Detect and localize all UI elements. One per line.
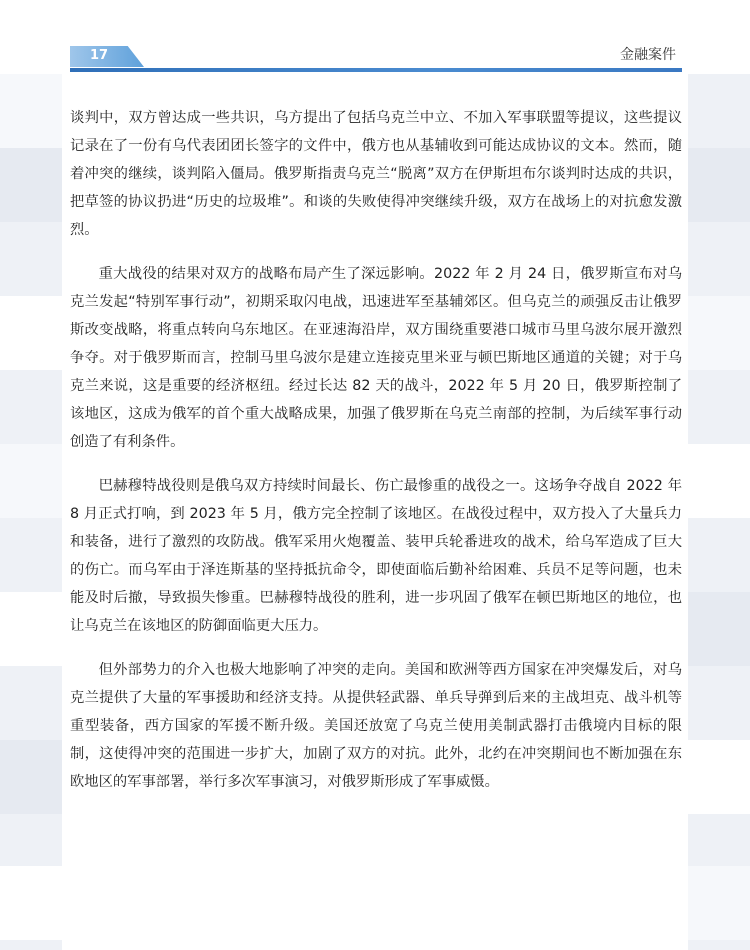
background-tile: [0, 866, 62, 940]
paragraph: 但外部势力的介入也极大地影响了冲突的走向。美国和欧洲等西方国家在冲突爆发后，对乌克兰提供了大量的军事援助和经济支持。从提供轻武器、单兵导弹到后来的主战坦克、战斗机等重型装备，西方国家的军援不断升级。美国还放宽了乌克兰使用美制武器打击俄境内目标的限制，这使得冲突的范围进一步扩大，加剧了双方的对抗。此外，北约在冲突期间也不断加强在东欧地区的军事部署，举行多次军事演习，对俄罗斯形成了军事威慑。: [70, 662, 682, 790]
page-number: 17: [89, 48, 109, 63]
paragraph: 谈判中，双方曾达成一些共识，乌方提出了包括乌克兰中立、不加入军事联盟等提议，这些提议记录在了一份有乌代表团团长签字的文件中，俄方也从基辅收到可能达成协议的文本。然而，随着冲突的继续，谈判陷入僵局。俄罗斯指责乌克兰“脱离”双方在伊斯坦布尔谈判时达成的共识，把草签的协议扔进“历史的垃圾堆”。和谈的失败使得冲突继续升级，双方在战场上的对抗愈发激烈。: [70, 110, 682, 238]
background-tile: [688, 296, 750, 370]
document-page: [62, 0, 688, 950]
background-tile: [0, 148, 62, 222]
paragraph: 重大战役的结果对双方的战略布局产生了深远影响。2022 年 2 月 24 日，俄罗斯宣布对乌克兰发起“特别军事行动”，初期采取闪电战，迅速进军至基辅郊区。但乌克兰的顽强反击让俄罗斯改变战略，将重点转向乌东地区。在亚速海沿岸，双方围绕重要港口城市马里乌波尔展开激烈争夺。对于俄罗斯而言，控制马里乌波尔是建立连接克里米亚与顿巴斯地区通道的关键；对于乌克兰来说，这是重要的经济枢纽。经过长达 82 天的战斗，2022 年 5 月 20 日，俄罗斯控制了该地区，这成为俄军的首个重大战略成果，加强了俄罗斯在乌克兰南部的控制，为后续军事行动创造了有利条件。: [70, 266, 682, 450]
page-header: [70, 45, 682, 73]
background-tile: [688, 866, 750, 940]
paragraph: 巴赫穆特战役则是俄乌双方持续时间最长、伤亡最惨重的战役之一。这场争夺战自 2022 年 8 月正式打响，到 2023 年 5 月，俄方完全控制了该地区。在战役过程中，双方投入了大量兵力和装备，进行了激烈的攻防战。俄军采用火炮覆盖、装甲兵轮番进攻的战术，给乌军造成了巨大的伤亡。而乌军由于泽连斯基的坚持抵抗命令，即使面临后勤补给困难、兵员不足等问题，也未能及时后撤，导致损失惨重。巴赫穆特战役的胜利，进一步巩固了俄军在顿巴斯地区的地位，也让乌克兰在该地区的防御面临更大压力。: [70, 478, 682, 634]
background-tile: [688, 444, 750, 518]
background-tile: [688, 148, 750, 222]
background-tile: [0, 740, 62, 814]
background-tile: [0, 444, 62, 518]
background-tile: [688, 740, 750, 814]
background-tile: [0, 296, 62, 370]
background-tile: [688, 592, 750, 666]
background-tile: [0, 0, 62, 74]
background-tile: [688, 0, 750, 74]
section-title: 金融案件: [620, 47, 676, 63]
article-body: [70, 104, 682, 812]
header-divider: [70, 68, 682, 72]
background-tile: [0, 592, 62, 666]
background-tile: [0, 74, 62, 148]
